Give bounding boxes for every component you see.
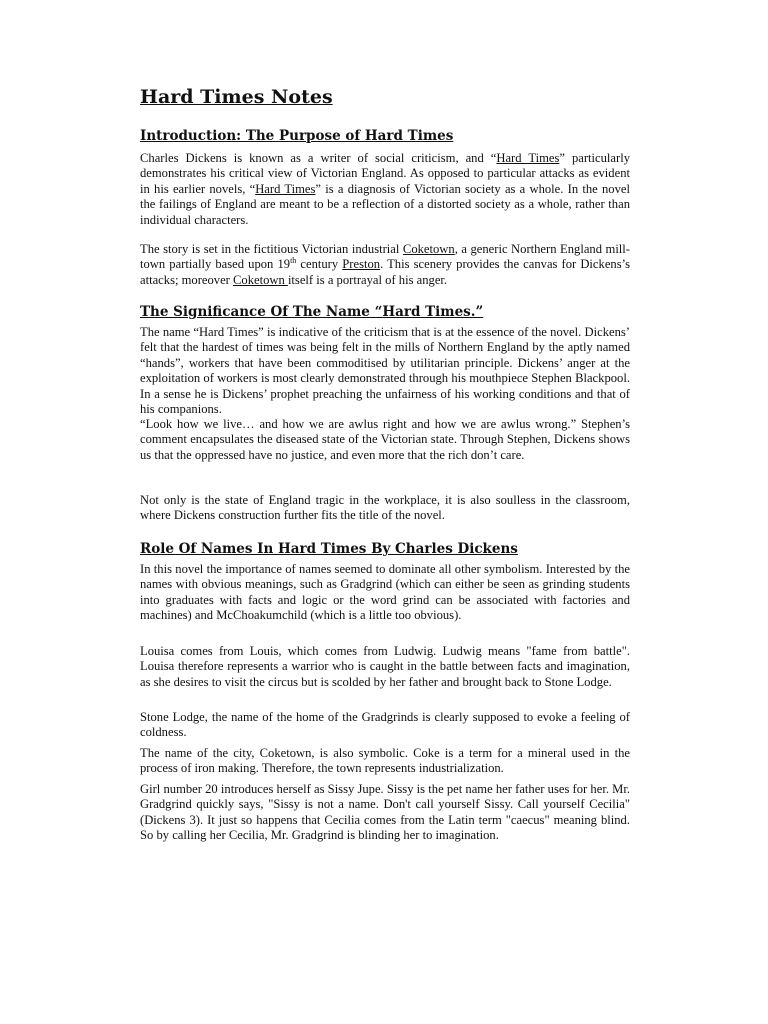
names-paragraph-1: In this novel the importance of names seemed to dominate all other symbolism. Interested by the names with obvious meanings, such as Gradgrind (which can either be seen as grinding students into graduates with facts and logic or the word grind can be associated with factories and machines) and McChoakumchild (which is a little too obvious). xyxy=(140,562,630,623)
names-paragraph-5: Girl number 20 introduces herself as Sissy Jupe. Sissy is the pet name her father uses for her. Mr. Gradgrind quickly says, "Sissy is not a name. Don't call yourself Sissy. Call yourself Cecilia" (Dickens 3). It just so happens that Cecilia comes from the Latin term "caecus" meaning blind. So by calling her Cecilia, Mr. Gradgrind is blinding her to imagination. xyxy=(140,782,630,843)
document-title: Hard Times Notes xyxy=(140,86,333,108)
text-run: ” is a diagnosis of Victorian society as a whole. In the novel the failings of England are meant to be a reflection of a distorted society as a whole, rather than individual characters. xyxy=(140,181,630,227)
text-run: , a generic Northern England mill-town partially based upon 19 xyxy=(140,242,631,272)
names-paragraph-2: Louisa comes from Louis, which comes from Ludwig. Ludwig means "fame from battle". Louisa therefore represents a warrior who is caught in the battle between facts and imagination, as she desires to visit the circus but is scolded by her father and brought back to Stone Lodge. xyxy=(140,644,630,689)
text-run: Charles Dickens is known as a writer of social criticism, and “ xyxy=(140,151,497,165)
intro-heading: Introduction: The Purpose of Hard Times xyxy=(140,128,454,144)
coketown-link[interactable]: Coketown xyxy=(402,242,455,256)
significance-heading: The Significance Of The Name “Hard Times.” xyxy=(140,304,484,320)
names-paragraph-3: Stone Lodge, the name of the home of the Gradgrinds is clearly supposed to evoke a feeling of coldness. xyxy=(140,710,630,740)
text-run: The story is set in the fictitious Victorian industrial xyxy=(140,242,403,256)
text-run: ” particularly demonstrates his critical view of Victorian England. As opposed to particular attacks as evident in his earlier novels, “ xyxy=(140,151,630,196)
names-paragraph-4: The name of the city, Coketown, is also symbolic. Coke is a term for a mineral used in the process of iron making. Therefore, the town represents industrialization. xyxy=(140,746,630,776)
intro-paragraph-2 xyxy=(140,242,630,288)
text-run: . This scenery provides the canvas for Dickens’s attacks; moreover xyxy=(140,257,631,287)
significance-paragraph-1: The name “Hard Times” is indicative of the criticism that is at the essence of the novel. Dickens’ felt that the hardest of times was being felt in the mills of Northern England by the aptly named “hands”, workers that have been commoditised by utilitarian principle. Dickens’ anger at the exploitation of workers is most clearly demonstrated through his mouthpiece Stephen Blackpool. In a sense he is Dickens’ prophet preaching the unfairness of his working conditions and that of his companions. xyxy=(140,325,630,417)
coketown-link[interactable]: Coketown xyxy=(233,272,288,287)
names-heading: Role Of Names In Hard Times By Charles Dickens xyxy=(140,541,518,557)
significance-paragraph-3: Not only is the state of England tragic in the workplace, it is also soulless in the classroom, where Dickens construction further fits the title of the novel. xyxy=(140,493,630,523)
preston-link[interactable]: Preston xyxy=(342,257,381,272)
hard-times-link[interactable]: Hard Times xyxy=(255,181,316,196)
superscript: th xyxy=(290,256,297,266)
hard-times-link[interactable]: Hard Times xyxy=(496,151,560,165)
intro-paragraph-1 xyxy=(140,151,630,228)
text-run: itself is a portrayal of his anger. xyxy=(287,272,448,287)
significance-paragraph-2: “Look how we live… and how we are awlus right and how we are awlus wrong.” Stephen’s comment encapsulates the diseased state of the Victorian state. Through Stephen, Dickens shows us that the oppressed have no justice, and even more that the rich don’t care. xyxy=(140,417,630,462)
text-run: century xyxy=(296,257,343,272)
